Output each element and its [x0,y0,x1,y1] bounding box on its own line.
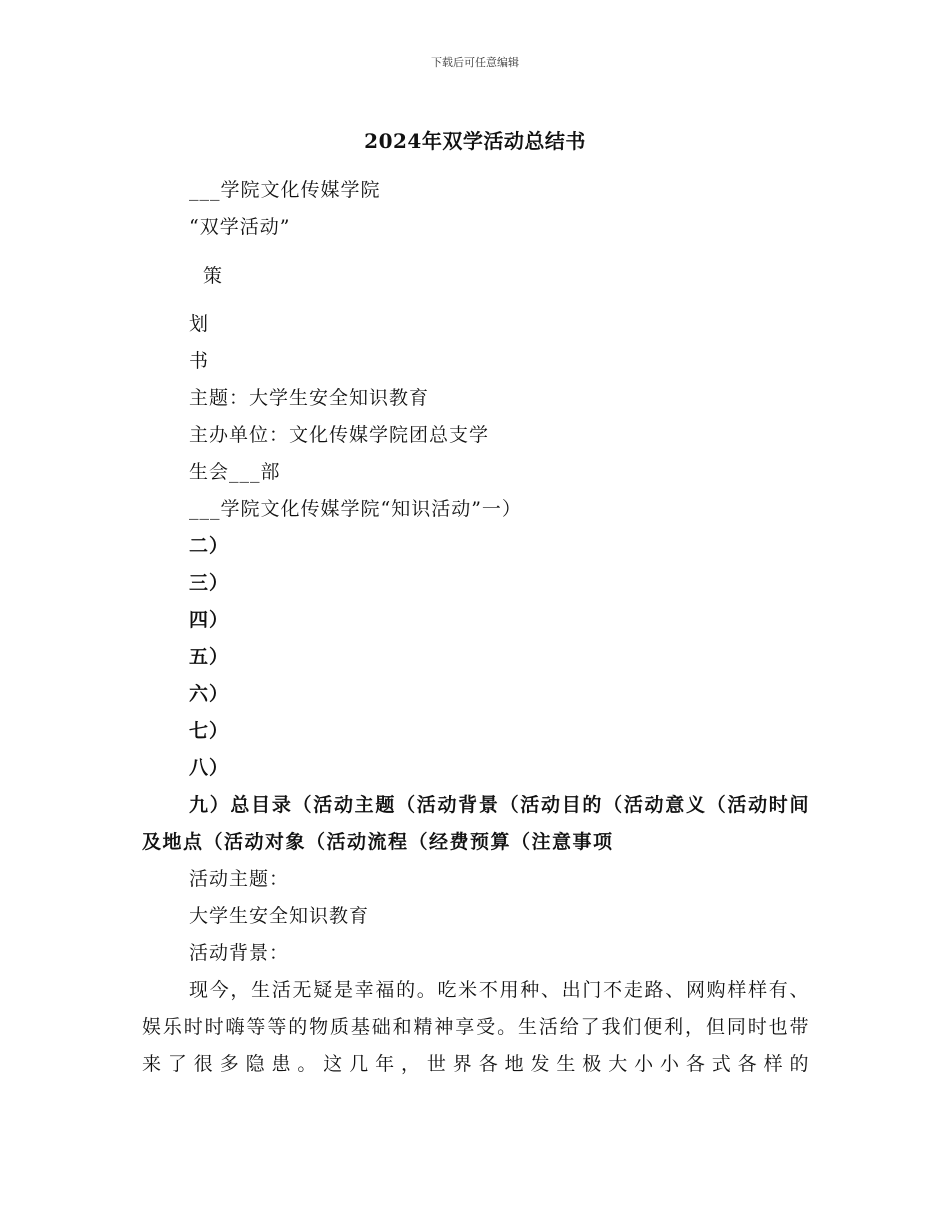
plan-char-3: 书 [189,350,210,372]
header-note: 下载后可任意编辑 [431,56,519,69]
activity-name-line: “双学活动” [189,216,291,238]
plan-char-2: 划 [189,313,210,335]
section-5: 五） [189,646,230,668]
section-8: 八） [189,757,230,779]
background-label: 活动背景： [189,942,290,964]
section-2: 二） [189,535,230,557]
theme-label: 活动主题： [189,868,290,890]
background-paragraph: 现今，生活无疑是幸福的。吃米不用种、出门不走路、网购样样有、娱乐时时嗨等等的物质基础和精神享受。生活给了我们便利，但同时也带来了很多隐患。这几年，世界各地发生极大小小各式各样的 [142,979,810,1075]
table-of-contents-paragraph: 九）总目录（活动主题（活动背景（活动目的（活动意义（活动时间及地点（活动对象（活动流程（经费预算（注意事项 [142,794,810,853]
plan-char-1: 策 [203,265,224,287]
section-3: 三） [189,572,230,594]
theme-value: 大学生安全知识教育 [189,905,370,927]
document-body [142,172,810,1083]
college-line: ___学院文化传媒学院 [189,179,381,201]
section-7: 七） [189,720,230,742]
organizer-line: 主办单位：文化传媒学院团总支学 [189,424,490,446]
section-6: 六） [189,683,230,705]
organizer-line-cont: 生会___部 [189,461,281,483]
document-title: 2024年双学活动总结书 [364,129,586,153]
section-4: 四） [189,609,230,631]
theme-line: 主题：大学生安全知识教育 [189,387,430,409]
knowledge-activity-line: ___学院文化传媒学院“知识活动”一） [189,498,522,520]
